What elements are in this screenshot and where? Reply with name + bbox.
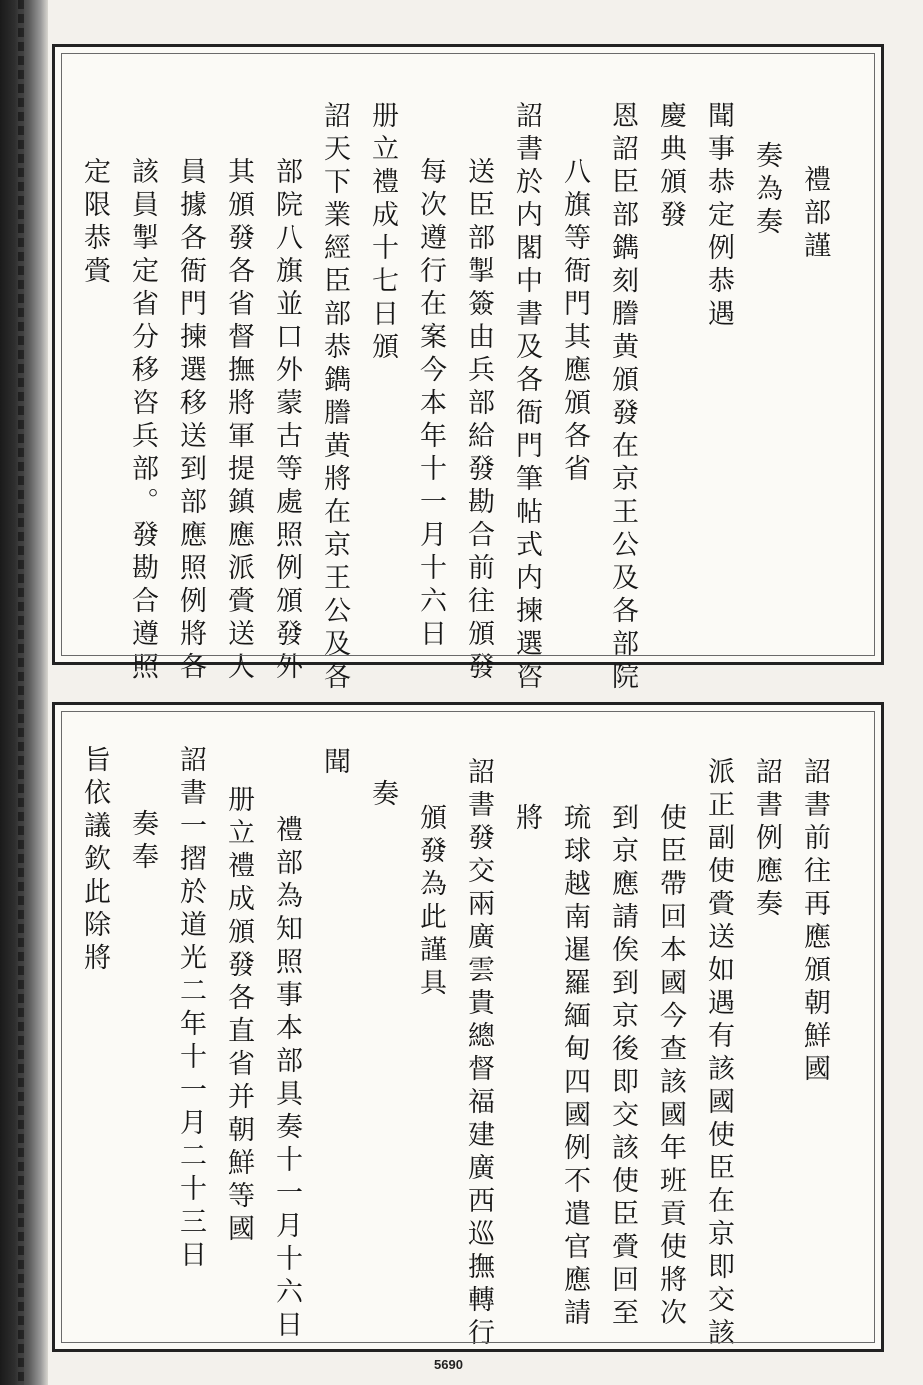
text-column: 頒發為此謹具 (415, 803, 446, 1001)
text-column: 定限恭賫 (79, 157, 110, 289)
text-column: 奏 (367, 779, 398, 812)
book-binding-shadow (0, 0, 48, 1385)
text-column: 恩詔臣部鐫刻謄黄頒發在京王公及各部院 (607, 101, 638, 695)
text-column: 員據各衙門揀選移送到部應照例將各 (175, 157, 206, 685)
text-column: 詔書前往再應頒朝鮮國 (799, 757, 830, 1087)
text-column: 聞事恭定例恭遇 (703, 101, 734, 332)
text-column: 册立禮成十七日頒 (367, 101, 398, 365)
binding-edge-strip (18, 0, 24, 1385)
text-column: 旨依議欽此除將 (79, 745, 110, 976)
text-column: 派正副使賫送如遇有該國使臣在京即交該 (703, 757, 734, 1351)
text-column: 其頒發各省督撫將軍提鎮應派賫送人 (223, 157, 254, 685)
top-document-panel (52, 44, 884, 695)
text-column: 奏奉 (127, 809, 158, 875)
text-column: 禮部為知照事本部具奏十一月十六日 (271, 815, 302, 1343)
text-column: 禮部謹 (799, 165, 830, 264)
text-column: 到京應請俟到京後即交該使臣賫回至 (607, 803, 638, 1331)
text-column: 將 (511, 803, 542, 836)
text-column: 奏為奏 (751, 141, 782, 240)
text-column: 詔書發交兩廣雲貴總督福建廣西巡撫轉行 (463, 757, 494, 1351)
text-column: 每次遵行在案今本年十一月十六日 (415, 157, 446, 652)
text-column: 詔書於内閣中書及各衙門筆帖式内揀選咨 (511, 101, 542, 695)
text-column: 慶典頒發 (655, 101, 686, 233)
text-column: 該員掣定省分移咨兵部。發勘合遵照 (127, 157, 158, 685)
text-column: 詔書一摺於道光二年十一月二十三日 (175, 745, 206, 1273)
text-column: 部院八旗並口外蒙古等處照例頒發外 (271, 157, 302, 685)
page-number: 5690 (434, 1357, 463, 1372)
text-column: 使臣帶回本國今查該國年班貢使將次 (655, 803, 686, 1331)
text-column: 詔天下業經臣部恭鐫謄黄將在京王公及各 (319, 101, 350, 695)
text-column: 册立禮成頒發各直省并朝鮮等國 (223, 785, 254, 1247)
text-column: 詔書例應奏 (751, 757, 782, 922)
text-column: 八旗等衙門其應頒各省 (559, 157, 590, 487)
bottom-document-panel (52, 702, 884, 1352)
text-column: 聞 (319, 747, 350, 780)
text-column: 送臣部掣簽由兵部給發勘合前往頒發 (463, 157, 494, 685)
text-column: 琉球越南暹羅緬甸四國例不遣官應請 (559, 803, 590, 1331)
